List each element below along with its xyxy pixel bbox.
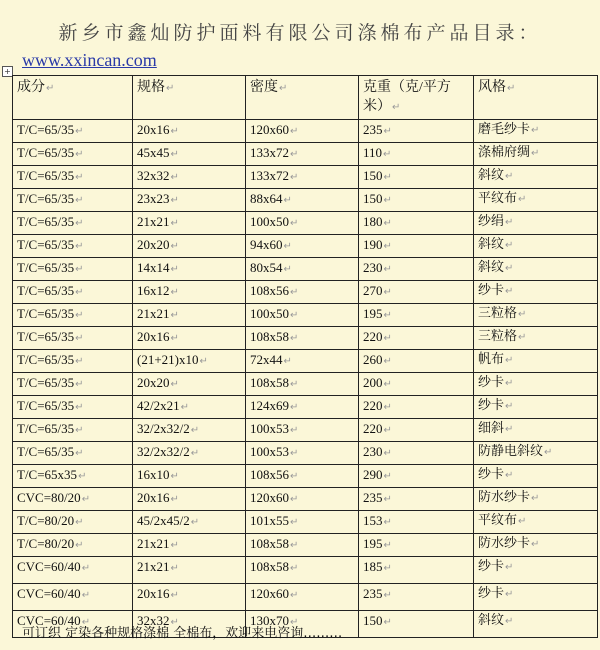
paragraph-mark-icon: ↵ <box>290 540 299 551</box>
paragraph-mark-icon: ↵ <box>283 195 292 206</box>
table-cell: 防静电斜纹↵ <box>474 442 598 465</box>
table-cell: T/C=65/35↵ <box>13 396 133 419</box>
paragraph-mark-icon: ↵ <box>75 172 84 183</box>
paragraph-mark-icon: ↵ <box>75 517 84 528</box>
table-cell: 45x45↵ <box>133 143 246 166</box>
table-cell: 120x60↵ <box>246 120 359 143</box>
table-anchor-icon[interactable]: + <box>2 66 13 77</box>
table-cell: 21x21↵ <box>133 212 246 235</box>
table-row <box>13 442 598 465</box>
table-cell: 纱卡↵ <box>474 557 598 584</box>
paragraph-mark-icon: ↵ <box>75 310 84 321</box>
table-row <box>13 534 598 557</box>
paragraph-mark-icon: ↵ <box>170 494 179 505</box>
table-cell: 纱卡↵ <box>474 584 598 611</box>
table-cell: 斜纹↵ <box>474 258 598 281</box>
paragraph-mark-icon: ↵ <box>75 195 84 206</box>
table-cell: T/C=65/35↵ <box>13 442 133 465</box>
table-cell: T/C=65/35↵ <box>13 304 133 327</box>
table-cell: 270↵ <box>359 281 474 304</box>
paragraph-mark-icon: ↵ <box>518 332 527 343</box>
table-cell: 磨毛纱卡↵ <box>474 120 598 143</box>
paragraph-mark-icon: ↵ <box>383 333 392 344</box>
table-cell: 20x16↵ <box>133 327 246 350</box>
table-cell: 20x16↵ <box>133 488 246 511</box>
paragraph-mark-icon: ↵ <box>383 149 392 160</box>
paragraph-mark-icon: ↵ <box>383 356 392 367</box>
table-cell: 120x60↵ <box>246 488 359 511</box>
table-cell: 80x54↵ <box>246 258 359 281</box>
paragraph-mark-icon: ↵ <box>170 590 179 601</box>
table-row <box>13 511 598 534</box>
paragraph-mark-icon: ↵ <box>75 149 84 160</box>
table-cell: 20x16↵ <box>133 120 246 143</box>
table-cell: 108x56↵ <box>246 465 359 488</box>
paragraph-mark-icon: ↵ <box>75 402 84 413</box>
table-cell: T/C=65/35↵ <box>13 350 133 373</box>
table-cell: 32x32↵ <box>133 611 246 638</box>
paragraph-mark-icon: ↵ <box>75 287 84 298</box>
table-cell: T/C=65/35↵ <box>13 281 133 304</box>
table-row <box>13 304 598 327</box>
column-header: 成分↵ <box>13 76 133 120</box>
table-row <box>13 189 598 212</box>
paragraph-mark-icon: ↵ <box>75 425 84 436</box>
table-cell: 32x32↵ <box>133 166 246 189</box>
table-row <box>13 419 598 442</box>
table-cell: T/C=65/35↵ <box>13 258 133 281</box>
table-cell: 190↵ <box>359 235 474 258</box>
table-cell: 45/2x45/2↵ <box>133 511 246 534</box>
column-header: 规格↵ <box>133 76 246 120</box>
table-cell: 纱卡↵ <box>474 373 598 396</box>
table-row <box>13 258 598 281</box>
paragraph-mark-icon: ↵ <box>75 448 84 459</box>
table-cell: 21x21↵ <box>133 534 246 557</box>
table-cell: 20x20↵ <box>133 373 246 396</box>
paragraph-mark-icon: ↵ <box>290 617 299 628</box>
table-cell: 124x69↵ <box>246 396 359 419</box>
paragraph-mark-icon: ↵ <box>290 563 299 574</box>
table-cell: 细斜↵ <box>474 419 598 442</box>
table-row <box>13 281 598 304</box>
table-cell: 195↵ <box>359 534 474 557</box>
table-cell: 290↵ <box>359 465 474 488</box>
paragraph-mark-icon: ↵ <box>505 171 514 182</box>
paragraph-mark-icon: ↵ <box>505 589 514 600</box>
table-cell: 185↵ <box>359 557 474 584</box>
table-cell: 120x60↵ <box>246 584 359 611</box>
table-cell: 平纹布↵ <box>474 189 598 212</box>
paragraph-mark-icon: ↵ <box>383 494 392 505</box>
table-cell: 斜纹↵ <box>474 235 598 258</box>
table-cell: 220↵ <box>359 396 474 419</box>
paragraph-mark-icon: ↵ <box>170 241 179 252</box>
table-cell: T/C=65/35↵ <box>13 235 133 258</box>
paragraph-mark-icon: ↵ <box>81 590 91 601</box>
paragraph-mark-icon: ↵ <box>383 563 392 574</box>
paragraph-mark-icon: ↵ <box>75 540 84 551</box>
paragraph-mark-icon: ↵ <box>190 448 200 459</box>
table-cell: 纱卡↵ <box>474 396 598 419</box>
paragraph-mark-icon: ↵ <box>290 448 299 459</box>
paragraph-mark-icon: ↵ <box>531 125 540 136</box>
paragraph-mark-icon: ↵ <box>518 194 527 205</box>
paragraph-mark-icon: ↵ <box>75 126 84 137</box>
paragraph-mark-icon: ↵ <box>170 195 179 206</box>
table-cell: 220↵ <box>359 327 474 350</box>
paragraph-mark-icon: ↵ <box>505 217 514 228</box>
paragraph-mark-icon: ↵ <box>383 617 392 628</box>
paragraph-mark-icon: ↵ <box>75 333 84 344</box>
paragraph-mark-icon: ↵ <box>290 590 299 601</box>
paragraph-mark-icon: ↵ <box>383 402 392 413</box>
paragraph-mark-icon: ↵ <box>505 355 514 366</box>
paragraph-mark-icon: ↵ <box>170 617 179 628</box>
table-cell: 100x50↵ <box>246 212 359 235</box>
table-header-row <box>13 76 598 120</box>
paragraph-mark-icon: ↵ <box>75 379 84 390</box>
paragraph-mark-icon: ↵ <box>290 287 299 298</box>
table-cell: 150↵ <box>359 189 474 212</box>
paragraph-mark-icon: ↵ <box>170 149 179 160</box>
paragraph-mark-icon: ↵ <box>544 447 553 458</box>
paragraph-mark-icon: ↵ <box>383 540 392 551</box>
table-cell: CVC=60/40↵ <box>13 557 133 584</box>
table-cell: 20x16↵ <box>133 584 246 611</box>
table-cell: 153↵ <box>359 511 474 534</box>
table-cell: 23x23↵ <box>133 189 246 212</box>
table-cell: 纱卡↵ <box>474 465 598 488</box>
paragraph-mark-icon: ↵ <box>81 494 91 505</box>
paragraph-mark-icon: ↵ <box>290 517 299 528</box>
table-cell: T/C=65/35↵ <box>13 212 133 235</box>
table-cell: 150↵ <box>359 166 474 189</box>
footer-note: 可订织 定染各种规格涤棉 全棉布，欢迎来电咨询……… <box>22 626 343 641</box>
table-cell: 帆布↵ <box>474 350 598 373</box>
paragraph-mark-icon: ↵ <box>170 126 179 137</box>
table-cell: 260↵ <box>359 350 474 373</box>
table-row <box>13 143 598 166</box>
paragraph-mark-icon: ↵ <box>190 517 200 528</box>
product-table <box>12 75 598 638</box>
paragraph-mark-icon: ↵ <box>199 356 208 367</box>
paragraph-mark-icon: ↵ <box>290 425 299 436</box>
table-cell: 14x14↵ <box>133 258 246 281</box>
paragraph-mark-icon: ↵ <box>170 540 179 551</box>
paragraph-mark-icon: ↵ <box>518 309 527 320</box>
paragraph-mark-icon: ↵ <box>383 126 392 137</box>
paragraph-mark-icon: ↵ <box>170 333 179 344</box>
table-cell: 72x44↵ <box>246 350 359 373</box>
table-cell: 16x10↵ <box>133 465 246 488</box>
page-title: 新乡市鑫灿防护面料有限公司涤棉布产品目录： <box>58 22 542 44</box>
table-cell: 94x60↵ <box>246 235 359 258</box>
table-cell: 100x53↵ <box>246 419 359 442</box>
paragraph-mark-icon: ↵ <box>75 241 84 252</box>
table-cell: 100x53↵ <box>246 442 359 465</box>
paragraph-mark-icon: ↵ <box>180 402 190 413</box>
paragraph-mark-icon: ↵ <box>383 264 392 275</box>
table-cell: T/C=65/35↵ <box>13 166 133 189</box>
table-cell: 88x64↵ <box>246 189 359 212</box>
paragraph-mark-icon: ↵ <box>290 494 299 505</box>
paragraph-mark-icon: ↵ <box>505 616 514 627</box>
table-cell: (21+21)x10↵ <box>133 350 246 373</box>
table-cell: 133x72↵ <box>246 166 359 189</box>
table-row <box>13 465 598 488</box>
table-cell: 20x20↵ <box>133 235 246 258</box>
paragraph-mark-icon: ↵ <box>290 126 299 137</box>
column-header: 克重（克/平方米）↵ <box>359 76 474 120</box>
table-cell: 斜纹↵ <box>474 166 598 189</box>
paragraph-mark-icon: ↵ <box>383 218 392 229</box>
column-header: 风格↵ <box>474 76 598 120</box>
paragraph-mark-icon: ↵ <box>505 470 514 481</box>
table-cell: T/C=65/35↵ <box>13 120 133 143</box>
table-cell: 133x72↵ <box>246 143 359 166</box>
table-cell: 130x70↵ <box>246 611 359 638</box>
table-row <box>13 396 598 419</box>
paragraph-mark-icon: ↵ <box>170 471 179 482</box>
table-cell: 180↵ <box>359 212 474 235</box>
table-cell: 32/2x32/2↵ <box>133 442 246 465</box>
table-cell: T/C=65/35↵ <box>13 419 133 442</box>
paragraph-mark-icon: ↵ <box>170 287 179 298</box>
table-cell: 108x58↵ <box>246 327 359 350</box>
paragraph-mark-icon: ↵ <box>81 563 91 574</box>
table-cell: 21x21↵ <box>133 304 246 327</box>
table-cell: 110↵ <box>359 143 474 166</box>
table-row <box>13 235 598 258</box>
table-cell: CVC=60/40↵ <box>13 584 133 611</box>
table-cell: 32/2x32/2↵ <box>133 419 246 442</box>
table-cell: 纱卡↵ <box>474 281 598 304</box>
paragraph-mark-icon: ↵ <box>75 264 84 275</box>
table-row <box>13 212 598 235</box>
table-cell: 101x55↵ <box>246 511 359 534</box>
table-row <box>13 584 598 611</box>
table-cell: T/C=80/20↵ <box>13 534 133 557</box>
paragraph-mark-icon: ↵ <box>81 617 91 628</box>
table-row <box>13 557 598 584</box>
paragraph-mark-icon: ↵ <box>505 240 514 251</box>
table-row <box>13 350 598 373</box>
table-row <box>13 166 598 189</box>
paragraph-mark-icon: ↵ <box>505 424 514 435</box>
table-cell: 三粒格↵ <box>474 327 598 350</box>
paragraph-mark-icon: ↵ <box>531 493 540 504</box>
paragraph-mark-icon: ↵ <box>383 379 392 390</box>
table-cell: 三粒格↵ <box>474 304 598 327</box>
paragraph-mark-icon: ↵ <box>170 563 179 574</box>
table-cell: T/C=65/35↵ <box>13 327 133 350</box>
table-cell: 150↵ <box>359 611 474 638</box>
paragraph-mark-icon: ↵ <box>383 590 392 601</box>
paragraph-mark-icon: ↵ <box>505 286 514 297</box>
table-cell: 220↵ <box>359 419 474 442</box>
paragraph-mark-icon: ↵ <box>290 379 299 390</box>
table-cell: 斜纹↵ <box>474 611 598 638</box>
paragraph-mark-icon: ↵ <box>383 517 392 528</box>
paragraph-mark-icon: ↵ <box>75 218 84 229</box>
table-cell: 235↵ <box>359 488 474 511</box>
table-cell: 230↵ <box>359 442 474 465</box>
table-row <box>13 488 598 511</box>
paragraph-mark-icon: ↵ <box>383 287 392 298</box>
table-cell: 108x56↵ <box>246 281 359 304</box>
table-cell: 防水纱卡↵ <box>474 488 598 511</box>
paragraph-mark-icon: ↵ <box>290 149 299 160</box>
table-cell: 100x50↵ <box>246 304 359 327</box>
table-cell: 108x58↵ <box>246 557 359 584</box>
table-row <box>13 120 598 143</box>
paragraph-mark-icon: ↵ <box>531 148 540 159</box>
paragraph-mark-icon: ↵ <box>518 516 527 527</box>
paragraph-mark-icon: ↵ <box>290 172 299 183</box>
table-cell: 42/2x21↵ <box>133 396 246 419</box>
table-cell: 195↵ <box>359 304 474 327</box>
table-cell: 108x58↵ <box>246 534 359 557</box>
table-cell: T/C=80/20↵ <box>13 511 133 534</box>
paragraph-mark-icon: ↵ <box>383 241 392 252</box>
paragraph-mark-icon: ↵ <box>290 402 299 413</box>
paragraph-mark-icon: ↵ <box>170 172 179 183</box>
table-cell: 108x58↵ <box>246 373 359 396</box>
paragraph-mark-icon: ↵ <box>505 263 514 274</box>
table-cell: 235↵ <box>359 584 474 611</box>
paragraph-mark-icon: ↵ <box>531 539 540 550</box>
paragraph-mark-icon: ↵ <box>283 356 292 367</box>
table-cell: 涤棉府绸↵ <box>474 143 598 166</box>
paragraph-mark-icon: ↵ <box>78 471 87 482</box>
website-link[interactable]: www.xxincan.com <box>22 50 157 70</box>
table-cell: T/C=65/35↵ <box>13 143 133 166</box>
paragraph-mark-icon: ↵ <box>75 356 84 367</box>
paragraph-mark-icon: ↵ <box>290 218 299 229</box>
paragraph-mark-icon: ↵ <box>383 310 392 321</box>
paragraph-mark-icon: ↵ <box>170 264 179 275</box>
paragraph-mark-icon: ↵ <box>383 425 392 436</box>
paragraph-mark-icon: ↵ <box>283 241 292 252</box>
table-cell: 16x12↵ <box>133 281 246 304</box>
paragraph-mark-icon: ↵ <box>170 310 179 321</box>
table-cell: T/C=65/35↵ <box>13 189 133 212</box>
paragraph-mark-icon: ↵ <box>383 471 392 482</box>
table-row <box>13 327 598 350</box>
paragraph-mark-icon: ↵ <box>383 172 392 183</box>
table-cell: 230↵ <box>359 258 474 281</box>
table-cell: 防水纱卡↵ <box>474 534 598 557</box>
table-cell: 200↵ <box>359 373 474 396</box>
paragraph-mark-icon: ↵ <box>505 378 514 389</box>
table-cell: 235↵ <box>359 120 474 143</box>
paragraph-mark-icon: ↵ <box>283 264 292 275</box>
column-header: 密度↵ <box>246 76 359 120</box>
table-cell: CVC=80/20↵ <box>13 488 133 511</box>
paragraph-mark-icon: ↵ <box>505 401 514 412</box>
paragraph-mark-icon: ↵ <box>170 218 179 229</box>
paragraph-mark-icon: ↵ <box>383 448 392 459</box>
paragraph-mark-icon: ↵ <box>170 379 179 390</box>
paragraph-mark-icon: ↵ <box>290 310 299 321</box>
table-row <box>13 373 598 396</box>
paragraph-mark-icon: ↵ <box>190 425 200 436</box>
table-cell: 21x21↵ <box>133 557 246 584</box>
paragraph-mark-icon: ↵ <box>290 471 299 482</box>
table-cell: 平纹布↵ <box>474 511 598 534</box>
table-cell: T/C=65x35↵ <box>13 465 133 488</box>
paragraph-mark-icon: ↵ <box>505 562 514 573</box>
table-cell: 纱绢↵ <box>474 212 598 235</box>
paragraph-mark-icon: ↵ <box>383 195 392 206</box>
table-cell: T/C=65/35↵ <box>13 373 133 396</box>
paragraph-mark-icon: ↵ <box>290 333 299 344</box>
table-cell: CVC=60/40↵ <box>13 611 133 638</box>
